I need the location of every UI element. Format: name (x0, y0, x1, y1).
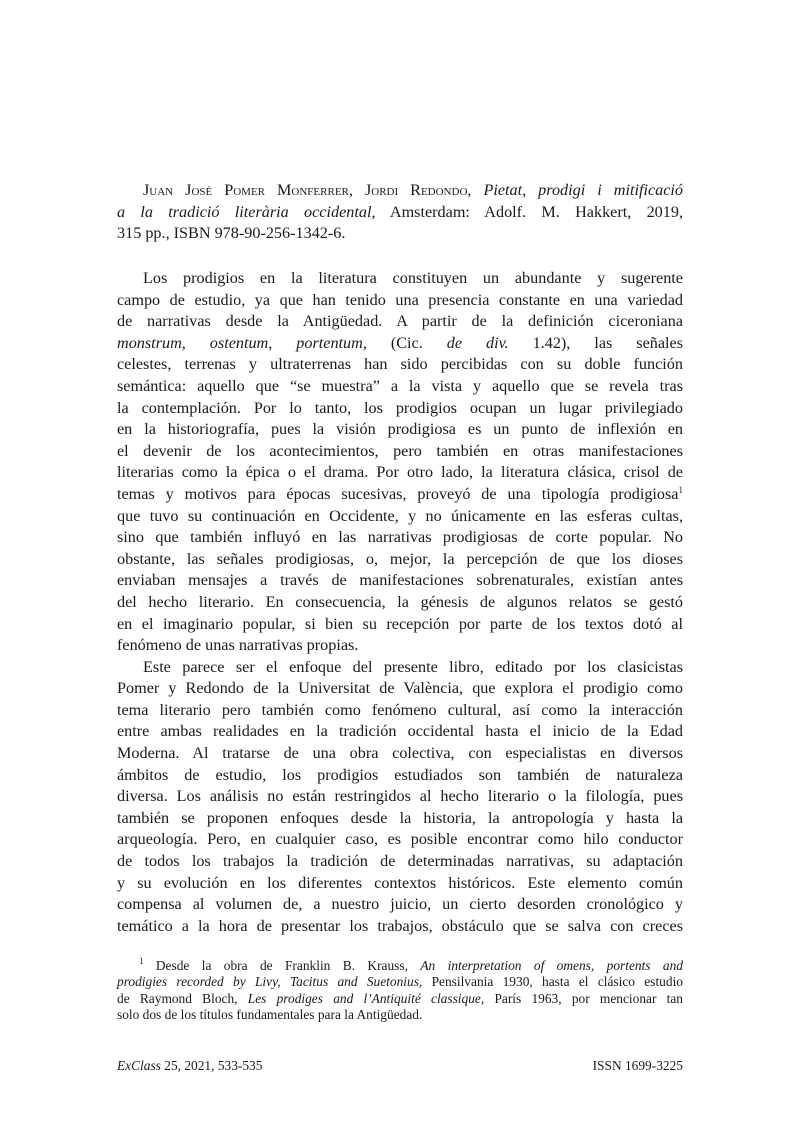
text: Pensilvania 1930, hasta el clásico estudio (422, 974, 683, 990)
text: Moderna. Al tratarse de una obra colectiva, con especialistas en diversos (117, 744, 683, 763)
footnote-marker: 1 (139, 956, 144, 966)
paragraph-line (117, 290, 683, 312)
paragraph-line (117, 808, 683, 830)
book-reference-heading (117, 180, 683, 245)
paragraph-line (117, 678, 683, 700)
text: campo de estudio, ya que han tenido una presencia constante en una variedad (117, 290, 683, 309)
italic-text: An interpretation of omens, portents and (420, 958, 683, 973)
footnote-line (117, 958, 683, 974)
text: el devenir de los acontecimientos, pero también en otras manifestaciones (117, 441, 683, 460)
text: , París 1963, por mencionar tan (480, 990, 684, 1006)
text: , (268, 333, 297, 352)
text: solo dos de los títulos fundamentales para la Antigüedad. (117, 1007, 423, 1023)
footnote-line (117, 974, 683, 990)
paragraph-line (117, 441, 683, 463)
footnote (117, 958, 683, 1024)
text: Desde la obra de Franklin B. Krauss, (143, 958, 421, 973)
paragraph-line (117, 700, 683, 722)
paragraph-line (117, 614, 683, 636)
paragraph-line (117, 765, 683, 787)
paragraph-line (117, 721, 683, 743)
italic-text: de div. (446, 333, 509, 352)
review-body (117, 268, 683, 937)
italic-text: Pietat, prodigi i mitificació (483, 181, 683, 199)
text: Pomer y Redondo de la Universitat de València, que explora el prodigio como (117, 679, 683, 698)
text: semántica: aquello que “se muestra” a la vista y aquello que se revela tras (117, 376, 683, 395)
italic-text: monstrum (117, 333, 182, 352)
paragraph-line (117, 743, 683, 765)
text: entre ambas realidades en la tradición occidental hasta el inicio de la Edad (117, 722, 683, 741)
page-footer (117, 1058, 683, 1074)
heading-line (117, 223, 683, 245)
text: de todos los trabajos la tradición de determinadas narrativas, su adaptación (117, 852, 683, 871)
text: temático a la hora de presentar los trabajos, obstáculo que se salva con creces (117, 916, 683, 935)
text: arqueología. Pero, en cualquier caso, es posible encontrar como hilo conductor (117, 830, 683, 849)
paragraph-line (117, 916, 683, 938)
text: en la historiografía, pues la visión prodigiosa es un punto de inflexión en (117, 420, 683, 439)
text: literarias como la épica o el drama. Por otro lado, la literatura clásica, crisol de (117, 463, 683, 482)
text: Este parece ser el enfoque del presente libro, editado por los clasicistas (143, 657, 683, 676)
paragraph-line (117, 851, 683, 873)
text: 1.42), las señales (508, 333, 684, 352)
italic-text: a la tradició literària occidental (117, 202, 372, 221)
text: compensa al volumen de, a nuestro juicio, un cierto desorden cronológico y (117, 895, 683, 914)
heading-line (117, 180, 683, 202)
text: , Amsterdam: Adolf. M. Hakkert, 2019, (371, 202, 683, 221)
text: y su evolución en los diferentes contextos históricos. Este elemento común (117, 873, 683, 892)
paragraph-line (117, 527, 683, 549)
volume-pages: 25, 2021, 533-535 (160, 1058, 263, 1073)
paragraph-line (117, 549, 683, 571)
paragraph-line (117, 268, 683, 290)
paragraph-line (117, 592, 683, 614)
text: también se proponen enfoques desde la historia, la antropología y hasta la (117, 808, 683, 827)
text: ámbitos de estudio, los prodigios estudiados son también de naturaleza (117, 765, 683, 784)
paragraph-line (117, 657, 683, 679)
paragraph-line (117, 786, 683, 808)
paragraph-line (117, 570, 683, 592)
author-name: Jordi Redondo (364, 181, 468, 199)
paragraph-line (117, 311, 683, 333)
italic-text: Les prodiges and l’Antiquité classique (247, 990, 481, 1006)
journal-name: ExClass (117, 1058, 161, 1073)
text: del hecho literario. En consecuencia, la génesis de algunos relatos se gestó (117, 592, 683, 611)
paragraph-line (117, 398, 683, 420)
text: diversa. Los análisis no están restringidos al hecho literario o la filología, pues (117, 787, 683, 806)
footnote-line (117, 991, 683, 1007)
journal-citation (117, 1058, 262, 1074)
paragraph-line (117, 829, 683, 851)
text: , (Cic. (362, 333, 447, 352)
heading-line (117, 202, 683, 224)
author-name: Juan José Pomer Monferrer (143, 181, 349, 199)
text: obstante, las señales prodigiosas, o, mejor, la percepción de que los dioses (117, 549, 683, 568)
paragraph-line (117, 333, 683, 355)
text: , (348, 181, 365, 199)
text: que tuvo su continuación en Occidente, y no únicamente en las esferas cultas, (117, 506, 683, 525)
text: tema literario pero también como fenómeno cultural, así como la interacción (117, 700, 683, 719)
issn: ISSN 1699-3225 (592, 1058, 683, 1073)
text: celestes, terrenas y ultraterrenas han sido percibidas con su doble función (117, 355, 683, 374)
paragraph-line (117, 506, 683, 528)
text: de Raymond Bloch, (117, 990, 248, 1006)
paragraph (117, 657, 683, 938)
paragraph-line (117, 419, 683, 441)
text: , (467, 181, 484, 199)
paragraph-line (117, 376, 683, 398)
paragraph-line (117, 894, 683, 916)
text: de narrativas desde la Antigüedad. A partir de la definición ciceroniana (117, 312, 683, 331)
footnote-marker: 1 (678, 484, 683, 495)
italic-text: prodigies recorded by Livy, Tacitus and Suetonius, (117, 974, 423, 990)
paragraph-line (117, 873, 683, 895)
text: enviaban mensajes a través de manifestaciones sobrenaturales, existían antes (117, 571, 683, 590)
italic-text: ostentum (209, 333, 269, 352)
text: en el imaginario popular, si bien su recepción por parte de los textos dotó al (117, 614, 683, 633)
text: sino que también influyó en las narrativas prodigiosas de corte popular. No (117, 528, 683, 547)
text: , (181, 333, 210, 352)
italic-text: portentum (296, 333, 363, 352)
paragraph-line (117, 484, 683, 506)
text: Los prodigios en la literatura constituyen un abundante y sugerente (143, 269, 683, 287)
paragraph (117, 268, 683, 657)
text: la contemplación. Por lo tanto, los prodigios ocupan un lugar privilegiado (117, 398, 683, 417)
paragraph-line (117, 635, 683, 657)
paragraph-line (117, 354, 683, 376)
paragraph-line (117, 462, 683, 484)
footnote-line (117, 1007, 683, 1023)
text: temas y motivos para épocas sucesivas, proveyó de una tipología prodigiosa (117, 484, 679, 503)
text: fenómeno de unas narrativas propias. (117, 636, 359, 655)
text: 315 pp., ISBN 978-90-256-1342-6. (117, 224, 346, 243)
